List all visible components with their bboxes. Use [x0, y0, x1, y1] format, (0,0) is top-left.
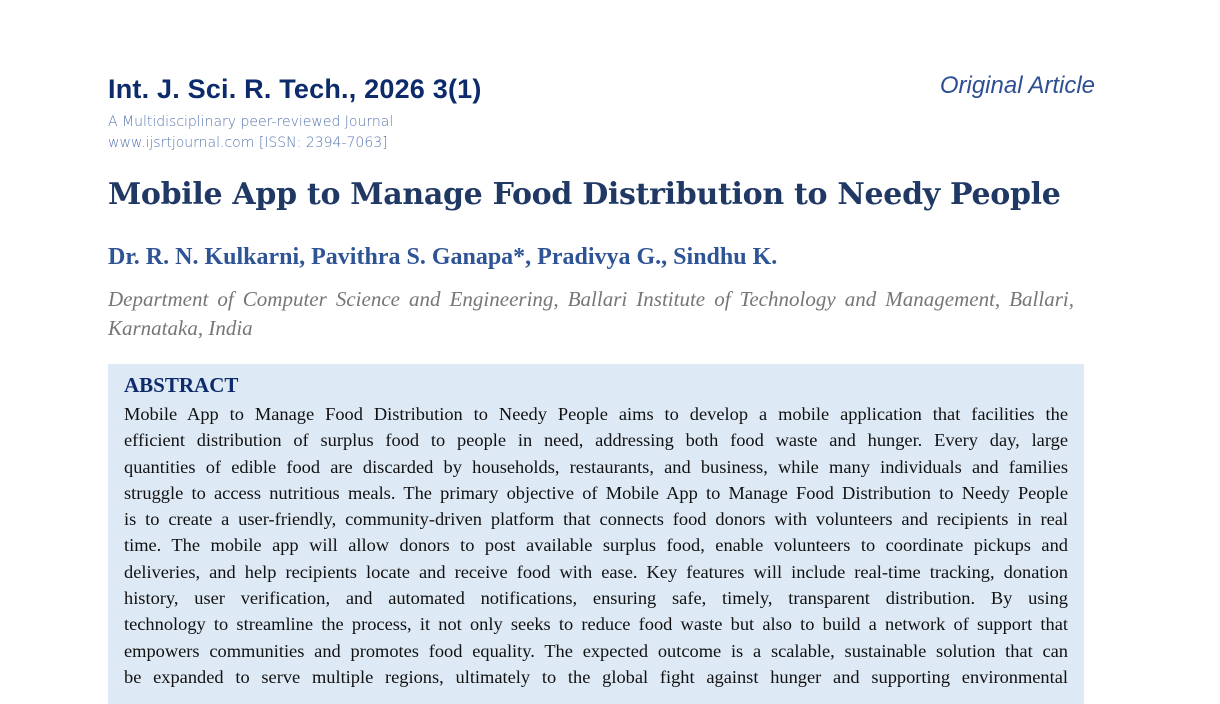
- paper-title: Mobile App to Manage Food Distribution to Needy People: [108, 177, 1061, 212]
- affiliation-line-1: Department of Computer Science and Engineering, Ballari Institute of Technology and Management, Ballari,: [108, 287, 1074, 311]
- abstract-line: quantities of edible food are discarded by households, restaurants, and business, while many individuals and families: [124, 456, 1068, 477]
- abstract-line: struggle to access nutritious meals. The primary objective of Mobile App to Manage Food Distribution to Needy People: [124, 482, 1068, 503]
- journal-citation: Int. J. Sci. R. Tech., 2026 3(1): [108, 74, 482, 104]
- abstract-line: history, user verification, and automated notifications, ensuring safe, timely, transparent distribution. By using: [124, 588, 1068, 609]
- abstract-line: empowers communities and promotes food equality. The expected outcome is a scalable, sustainable solution that can: [124, 640, 1068, 661]
- abstract-line: time. The mobile app will allow donors to post available surplus food, enable volunteers to coordinate pickups and: [124, 535, 1068, 556]
- abstract-line: technology to streamline the process, it not only seeks to reduce food waste but also to build a network of support that: [124, 614, 1068, 635]
- abstract-box: [108, 364, 1084, 704]
- abstract-body: [124, 401, 1068, 690]
- abstract-heading: ABSTRACT: [124, 373, 239, 397]
- article-type: Original Article: [939, 72, 1095, 99]
- affiliation-line-2: Karnataka, India: [108, 316, 253, 340]
- abstract-line: deliveries, and help recipients locate and receive food with ease. Key features will include real-time tracking, donation: [124, 561, 1068, 582]
- abstract-line: is to create a user-friendly, community-driven platform that connects food donors with volunteers and recipients in real: [124, 509, 1068, 530]
- journal-website-issn: www.ijsrtjournal.com [ISSN: 2394-7063]: [108, 135, 388, 151]
- abstract-line: efficient distribution of surplus food to people in need, addressing both food waste and hunger. Every day, large: [124, 430, 1068, 451]
- abstract-line: Mobile App to Manage Food Distribution to Needy People aims to develop a mobile application that facilities the: [124, 404, 1068, 424]
- authors: Dr. R. N. Kulkarni, Pavithra S. Ganapa*, Pradivya G., Sindhu K.: [108, 244, 778, 270]
- journal-subtitle: A Multidisciplinary peer-reviewed Journal: [108, 114, 394, 130]
- abstract-line: be expanded to serve multiple regions, ultimately to the global fight against hunger and supporting environmental: [124, 666, 1068, 687]
